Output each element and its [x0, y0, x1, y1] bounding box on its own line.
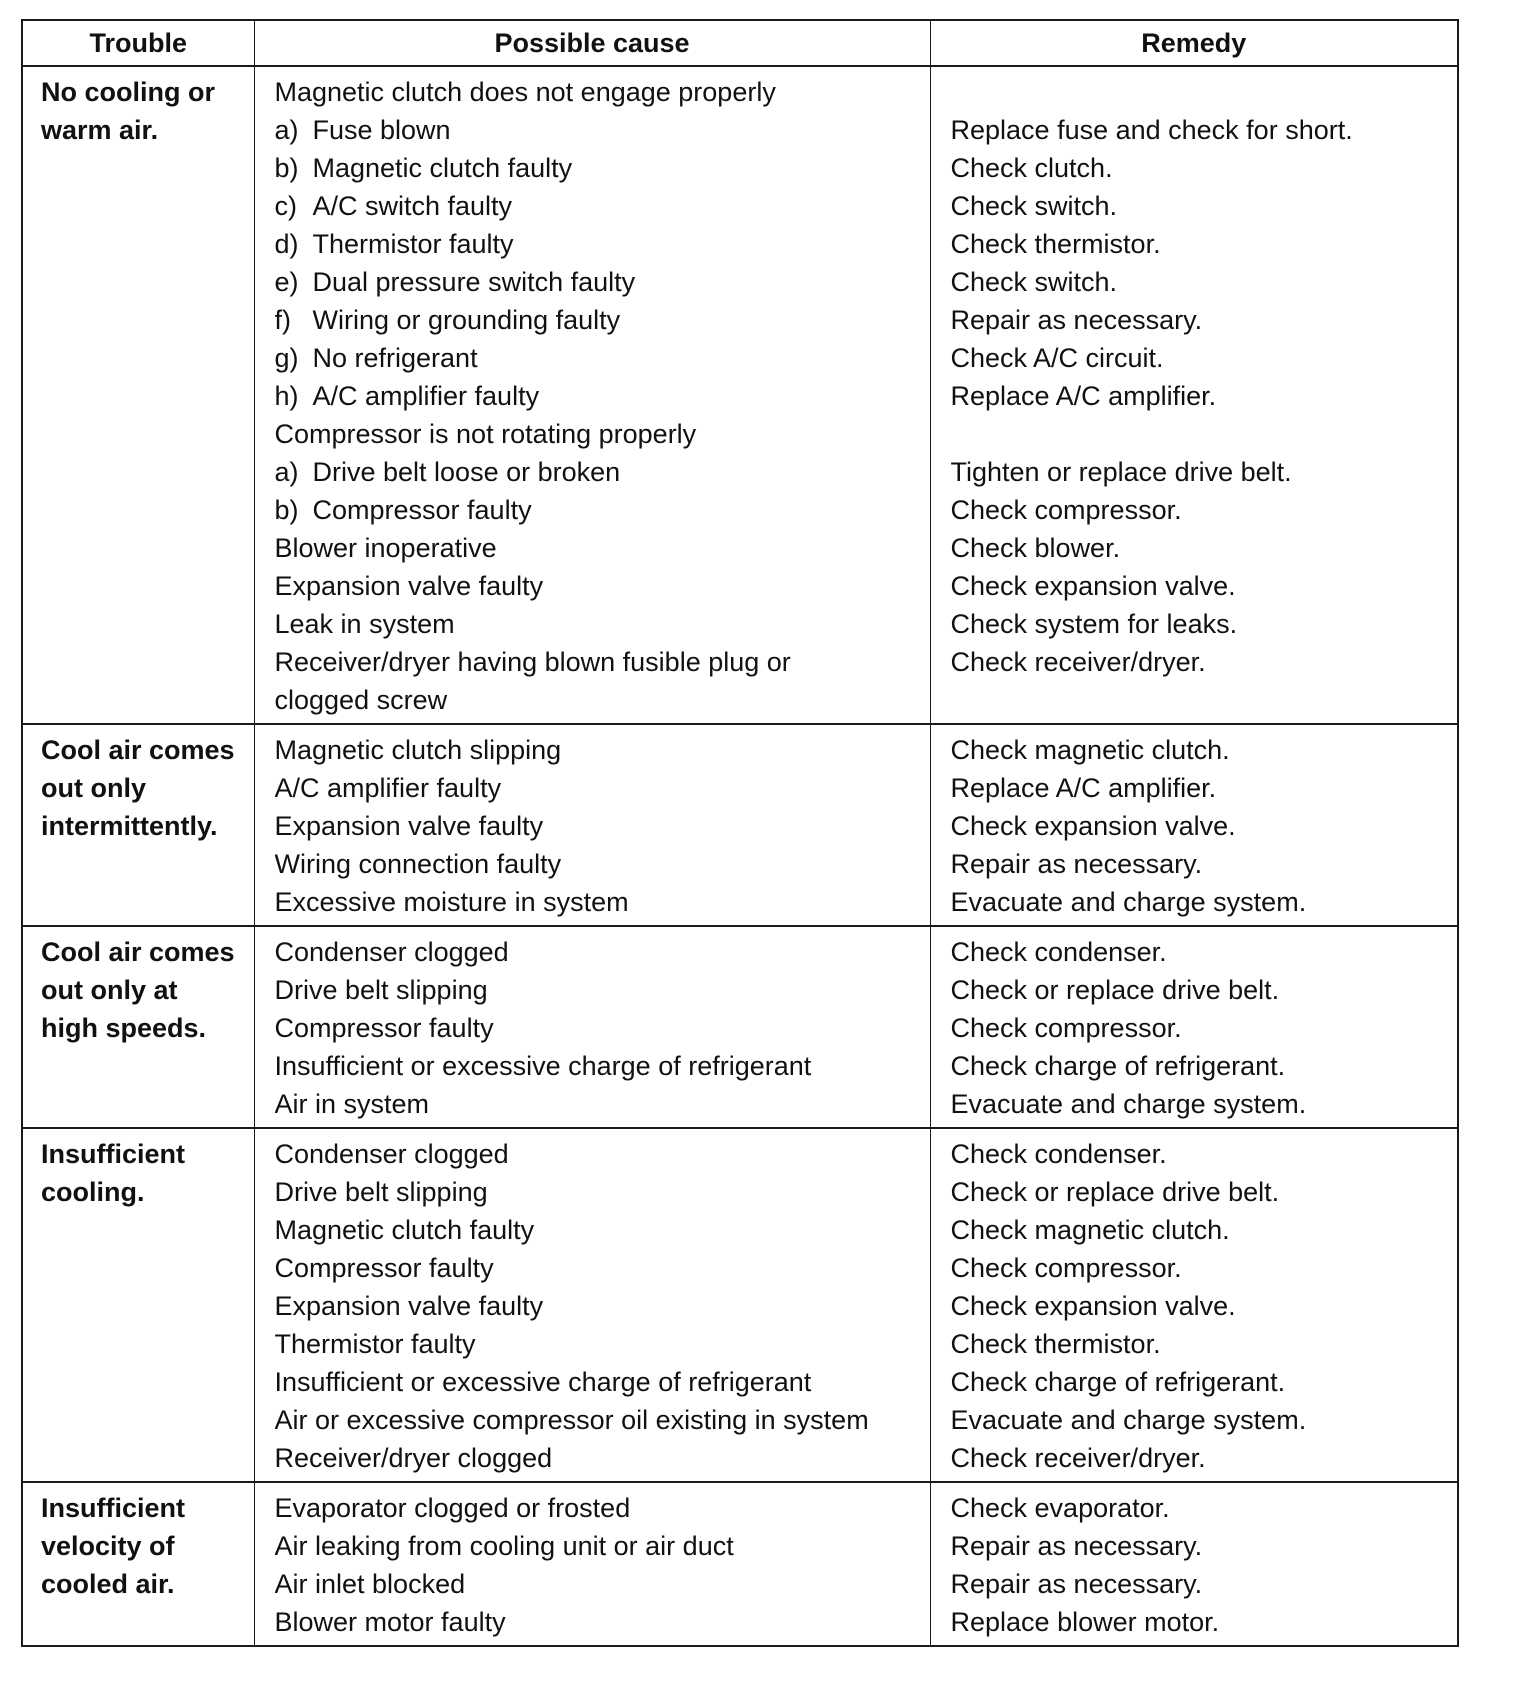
trouble-text: Cool air comes [41, 735, 235, 765]
cause-item-text: Magnetic clutch does not engage properly [274, 77, 776, 107]
cause-item-text: Air inlet blocked [274, 1569, 466, 1599]
cause-item [275, 933, 930, 971]
cause-item [275, 1249, 930, 1287]
remedy-item: Check charge of refrigerant. [950, 1367, 1286, 1397]
remedy-cell [930, 66, 1458, 724]
remedy-cell [930, 724, 1458, 926]
cause-item [275, 1047, 930, 1085]
troubleshooting-sheet [21, 19, 1457, 1647]
cause-item [275, 225, 930, 263]
cause-item-text: Compressor is not rotating properly [274, 419, 697, 449]
cause-item-marker: g) [274, 343, 299, 373]
trouble-text: high speeds. [41, 1013, 207, 1043]
cause-item [275, 73, 930, 111]
trouble-text: cooling. [41, 1177, 145, 1207]
cause-item [275, 1489, 930, 1527]
trouble-section [22, 1482, 1458, 1646]
remedy-item: Repair as necessary. [950, 849, 1203, 879]
remedy-cell [930, 1128, 1458, 1482]
cause-item [275, 845, 930, 883]
cause-item [275, 807, 930, 845]
trouble-text: out only [41, 773, 146, 803]
possible-cause-cell [254, 724, 930, 926]
remedy-item [951, 73, 1458, 111]
cause-item [275, 111, 930, 149]
cause-item [275, 529, 930, 567]
cause-item-text: Dual pressure switch faulty [312, 267, 636, 297]
remedy-item: Check A/C circuit. [950, 343, 1164, 373]
cause-item-text: A/C amplifier faulty [312, 381, 540, 411]
trouble-section [22, 66, 1458, 724]
cause-item [275, 1009, 930, 1047]
remedy-item: Check receiver/dryer. [950, 647, 1206, 677]
cause-item-text: Condenser clogged [274, 937, 509, 967]
remedy-item: Check condenser. [950, 937, 1167, 967]
possible-cause-cell [254, 1482, 930, 1646]
trouble-text: Insufficient [41, 1139, 186, 1169]
cause-item [275, 1401, 930, 1439]
cause-item-text: Drive belt loose or broken [312, 457, 621, 487]
cause-item [275, 1085, 930, 1123]
cause-item [275, 681, 930, 719]
remedy-item: Evacuate and charge system. [950, 887, 1307, 917]
trouble-text: cooled air. [41, 1569, 175, 1599]
cause-item-text: Air or excessive compressor oil existing in system [274, 1405, 869, 1435]
cause-item [275, 567, 930, 605]
cause-item [275, 339, 930, 377]
cause-item-text: Wiring connection faulty [274, 849, 562, 879]
remedy-item: Check switch. [950, 267, 1118, 297]
trouble-cell [22, 66, 254, 724]
cause-item [275, 605, 930, 643]
trouble-section [22, 724, 1458, 926]
remedy-item: Check thermistor. [950, 229, 1161, 259]
header-remedy: Remedy [930, 20, 1458, 66]
remedy-item [951, 681, 1458, 719]
remedy-item: Check or replace drive belt. [950, 1177, 1280, 1207]
cause-item [275, 1287, 930, 1325]
cause-item [275, 971, 930, 1009]
cause-item [275, 149, 930, 187]
remedy-item: Repair as necessary. [950, 1569, 1203, 1599]
trouble-cell [22, 926, 254, 1128]
remedy-item: Check system for leaks. [950, 609, 1238, 639]
cause-item [275, 415, 930, 453]
trouble-text: out only at [41, 975, 178, 1005]
cause-item [275, 187, 930, 225]
remedy-item: Evacuate and charge system. [950, 1089, 1307, 1119]
cause-item-marker: a) [274, 115, 299, 145]
cause-item-text: Receiver/dryer having blown fusible plug or [274, 647, 791, 677]
remedy-cell [930, 926, 1458, 1128]
cause-item-marker: e) [274, 267, 299, 297]
remedy-item: Check charge of refrigerant. [950, 1051, 1286, 1081]
cause-item-text: Drive belt slipping [274, 1177, 488, 1207]
cause-item [275, 1135, 930, 1173]
cause-item-marker: b) [274, 495, 299, 525]
cause-item [275, 883, 930, 921]
remedy-item: Check magnetic clutch. [950, 1215, 1230, 1245]
cause-item-text: Air leaking from cooling unit or air duct [274, 1531, 734, 1561]
cause-item-text: No refrigerant [312, 343, 478, 373]
cause-item-text: A/C switch faulty [312, 191, 513, 221]
trouble-section [22, 926, 1458, 1128]
remedy-item: Replace fuse and check for short. [950, 115, 1353, 145]
possible-cause-cell [254, 1128, 930, 1482]
cause-item-marker: h) [274, 381, 299, 411]
cause-item-marker: a) [274, 457, 299, 487]
cause-item [275, 453, 930, 491]
cause-item-text: Wiring or grounding faulty [312, 305, 621, 335]
trouble-text: intermittently. [41, 811, 218, 841]
trouble-text: Cool air comes [41, 937, 235, 967]
cause-item-text: Leak in system [274, 609, 455, 639]
cause-item-marker: d) [274, 229, 299, 259]
remedy-item: Replace A/C amplifier. [950, 381, 1217, 411]
remedy-item: Replace A/C amplifier. [950, 773, 1217, 803]
cause-item-text: Expansion valve faulty [274, 571, 544, 601]
remedy-item: Check condenser. [950, 1139, 1167, 1169]
cause-item [275, 263, 930, 301]
cause-item-marker: b) [274, 153, 299, 183]
cause-item [275, 301, 930, 339]
remedy-item: Evacuate and charge system. [950, 1405, 1307, 1435]
cause-item-text: Compressor faulty [274, 1253, 494, 1283]
cause-item-text: Fuse blown [312, 115, 451, 145]
cause-item-marker: f) [274, 305, 291, 335]
remedy-item: Check expansion valve. [950, 571, 1236, 601]
trouble-section [22, 1128, 1458, 1482]
trouble-text: Insufficient [41, 1493, 186, 1523]
cause-item [275, 1211, 930, 1249]
remedy-item: Check blower. [950, 533, 1121, 563]
cause-item [275, 1439, 930, 1477]
remedy-item: Check clutch. [950, 153, 1113, 183]
cause-item-text: Drive belt slipping [274, 975, 488, 1005]
cause-item [275, 769, 930, 807]
cause-item-text: Excessive moisture in system [274, 887, 629, 917]
cause-item [275, 1363, 930, 1401]
remedy-item: Check magnetic clutch. [950, 735, 1230, 765]
cause-item-text: Compressor faulty [274, 1013, 494, 1043]
remedy-item [951, 415, 1458, 453]
remedy-item: Check expansion valve. [950, 811, 1236, 841]
cause-item-text: Magnetic clutch faulty [312, 153, 573, 183]
remedy-item: Check or replace drive belt. [950, 975, 1280, 1005]
cause-item [275, 1325, 930, 1363]
cause-item-text: Blower inoperative [274, 533, 497, 563]
remedy-item: Repair as necessary. [950, 1531, 1203, 1561]
possible-cause-cell [254, 66, 930, 724]
cause-item [275, 1565, 930, 1603]
trouble-cell [22, 1128, 254, 1482]
remedy-item: Check switch. [950, 191, 1118, 221]
remedy-item: Check receiver/dryer. [950, 1443, 1206, 1473]
cause-item-text: Air in system [274, 1089, 430, 1119]
cause-item [275, 377, 930, 415]
possible-cause-cell [254, 926, 930, 1128]
cause-item-text: Insufficient or excessive charge of refrigerant [274, 1051, 812, 1081]
cause-item-text: Thermistor faulty [312, 229, 514, 259]
remedy-item: Check thermistor. [950, 1329, 1161, 1359]
header-trouble: Trouble [22, 20, 254, 66]
trouble-text: velocity of [41, 1531, 175, 1561]
cause-item-text: Magnetic clutch faulty [274, 1215, 535, 1245]
table-body [22, 66, 1458, 1646]
remedy-item: Tighten or replace drive belt. [950, 457, 1292, 487]
trouble-text: No cooling or [41, 77, 215, 107]
trouble-cell [22, 724, 254, 926]
remedy-cell [930, 1482, 1458, 1646]
cause-item-text: Condenser clogged [274, 1139, 509, 1169]
cause-item-text: Magnetic clutch slipping [274, 735, 562, 765]
remedy-item: Repair as necessary. [950, 305, 1203, 335]
remedy-item: Check evaporator. [950, 1493, 1170, 1523]
cause-item-text: Insufficient or excessive charge of refrigerant [274, 1367, 812, 1397]
cause-item-text: Expansion valve faulty [274, 811, 544, 841]
cause-item [275, 731, 930, 769]
cause-item [275, 643, 930, 681]
cause-item-text: clogged screw [274, 685, 448, 715]
remedy-item: Check expansion valve. [950, 1291, 1236, 1321]
cause-item [275, 1527, 930, 1565]
cause-item-text: Receiver/dryer clogged [274, 1443, 553, 1473]
trouble-text: warm air. [41, 115, 159, 145]
remedy-item: Check compressor. [950, 495, 1182, 525]
troubleshooting-table [21, 19, 1459, 1647]
cause-item-text: Blower motor faulty [274, 1607, 506, 1637]
cause-item-marker: c) [274, 191, 297, 221]
cause-item [275, 1603, 930, 1641]
remedy-item: Check compressor. [950, 1253, 1182, 1283]
cause-item-text: Expansion valve faulty [274, 1291, 544, 1321]
cause-item [275, 1173, 930, 1211]
header-possible-cause: Possible cause [254, 20, 930, 66]
cause-item [275, 491, 930, 529]
cause-item-text: Thermistor faulty [274, 1329, 476, 1359]
cause-item-text: Evaporator clogged or frosted [274, 1493, 631, 1523]
header-row [22, 20, 1458, 66]
cause-item-text: A/C amplifier faulty [274, 773, 502, 803]
remedy-item: Replace blower motor. [950, 1607, 1220, 1637]
cause-item-text: Compressor faulty [312, 495, 532, 525]
remedy-item: Check compressor. [950, 1013, 1182, 1043]
trouble-cell [22, 1482, 254, 1646]
